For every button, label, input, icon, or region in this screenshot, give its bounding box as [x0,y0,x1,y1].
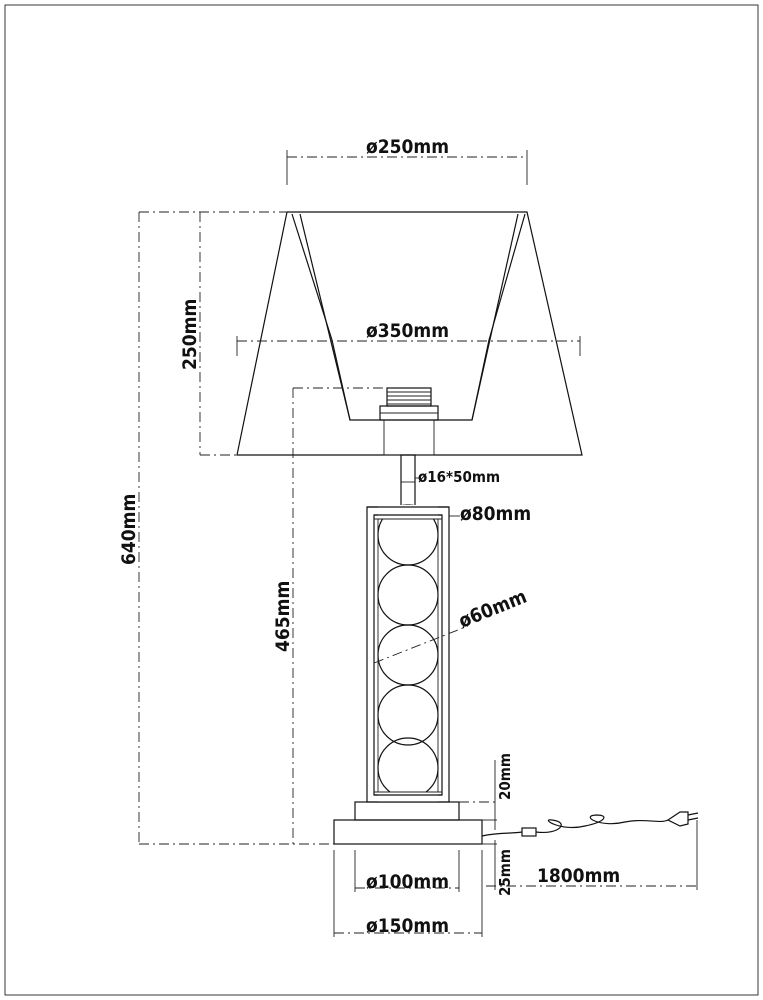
sphere [378,565,438,625]
sphere [378,738,438,798]
spheres [367,505,449,802]
sphere [378,625,438,685]
shade-top-diameter-label: ø250mm [366,136,450,158]
base-diameter-label: ø150mm [366,915,450,937]
rod [401,455,415,507]
base-plate [334,820,482,844]
lamp-holder [380,388,438,455]
shade-bottom-diameter-label: ø350mm [366,320,450,342]
base-height-label: 25mm [496,849,514,896]
body-height-label: 465mm [272,580,294,652]
cable-length-label: 1800mm [537,865,621,887]
plinth-height-label: 20mm [496,753,514,800]
plinth-diameter-label: ø100mm [366,871,450,893]
rod-label: ø16*50mm [418,468,501,486]
base [334,802,482,844]
plinth [355,802,459,820]
column-diameter-label: ø80mm [460,503,532,525]
sphere [378,685,438,745]
shade-height-label: 250mm [179,298,201,370]
cable [482,812,698,836]
total-height-label: 640mm [118,493,140,565]
sphere-diameter-label: ø60mm [455,585,530,633]
